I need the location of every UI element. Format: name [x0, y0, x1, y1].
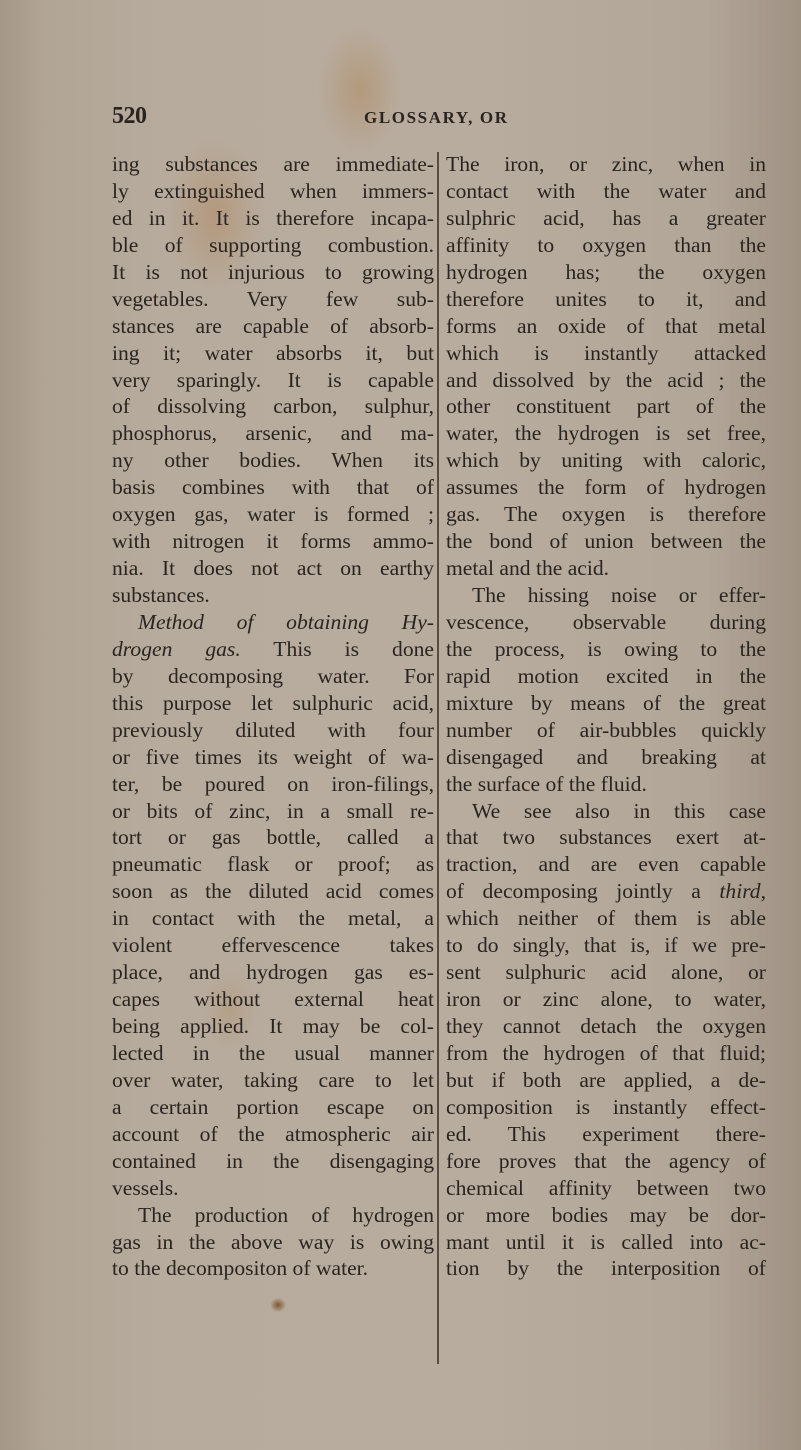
text-line [112, 959, 434, 986]
line-text: ed. This experiment there- [446, 1121, 766, 1146]
text-line [112, 824, 434, 851]
line-text: therefore unites to it, and [446, 286, 766, 311]
text-line [446, 1255, 766, 1282]
line-text: of dissolving carbon, sulphur, [112, 394, 434, 419]
text-line [112, 151, 434, 178]
text-line [112, 851, 434, 878]
line-text: The iron, or zinc, when in [446, 152, 766, 176]
text-line [112, 420, 434, 447]
line-text: chemical affinity between two [446, 1175, 766, 1200]
text-line [446, 393, 766, 420]
line-text: a certain portion escape on [112, 1094, 434, 1119]
text-line [446, 367, 766, 394]
line-text: which neither of them is able [446, 906, 766, 931]
line-text: It is not injurious to growing [112, 259, 434, 284]
line-text: ing it; water absorbs it, but [112, 340, 434, 365]
line-text: water, the hydrogen is set free, [446, 421, 766, 446]
line-text: mixture by means of the great [446, 690, 766, 715]
line-text: account of the atmospheric air [112, 1121, 434, 1146]
line-text: they cannot detach the oxygen [446, 1014, 766, 1038]
line-text: oxygen gas, water is formed ; [112, 502, 434, 527]
line-text: vessels. [112, 1175, 179, 1200]
line-text: vegetables. Very few sub- [112, 286, 434, 311]
line-text: contact with the water and [446, 178, 766, 203]
italic-run: third, [719, 879, 766, 904]
text-line [446, 932, 766, 959]
text-line [446, 286, 766, 313]
line-text: hydrogen has; the oxygen [446, 259, 766, 284]
line-text: The hissing noise or effer- [472, 583, 766, 607]
line-text: contained in the disengaging [112, 1148, 434, 1173]
text-line [112, 609, 434, 636]
text-line [112, 905, 434, 932]
line-text: ny other bodies. When its [112, 448, 434, 473]
line-text: disengaged and breaking at [446, 744, 766, 769]
text-line [112, 1229, 434, 1256]
text-line [112, 501, 434, 528]
line-text: fore proves that the agency of [446, 1148, 766, 1173]
text-line [446, 151, 766, 178]
line-text: basis combines with that of [112, 475, 434, 500]
text-line [446, 313, 766, 340]
line-text: We see also in this case [472, 798, 766, 823]
text-line [112, 1121, 434, 1148]
text-line [112, 986, 434, 1013]
text-line [446, 1040, 766, 1067]
text-line [446, 205, 766, 232]
line-text: by decomposing water. For [112, 663, 434, 688]
text-line [446, 420, 766, 447]
column-divider [437, 152, 439, 1364]
text-line [446, 905, 766, 932]
text-line [112, 286, 434, 313]
text-line [446, 582, 766, 609]
line-text: in contact with the metal, a [112, 906, 434, 931]
line-text: violent effervescence takes [112, 933, 434, 958]
line-text: iron or zinc alone, to water, [446, 987, 766, 1012]
text-line [446, 340, 766, 367]
text-line [112, 178, 434, 205]
line-text: This is done [240, 636, 434, 661]
line-text: of decomposing jointly a [446, 879, 701, 904]
text-line [112, 744, 434, 771]
line-text: tort or gas bottle, called a [112, 825, 434, 850]
line-text: affinity to oxygen than the [446, 232, 766, 257]
text-line [112, 1067, 434, 1094]
text-line [112, 1148, 434, 1175]
line-text: capes without external heat [112, 987, 434, 1012]
line-text: number of air-bubbles quickly [446, 717, 766, 742]
right-column [446, 151, 766, 1282]
line-text: mant until it is called into ac- [446, 1229, 766, 1254]
text-line [446, 717, 766, 744]
line-text: metal and the acid. [446, 556, 610, 581]
page-number: 520 [112, 103, 147, 129]
text-line [446, 878, 766, 905]
line-text: ed in it. It is therefore incapa- [112, 205, 434, 230]
line-text: forms an oxide of that metal [446, 313, 766, 338]
text-line [112, 717, 434, 744]
line-text: which is instantly attacked [446, 340, 766, 365]
text-line [446, 528, 766, 555]
line-text: with nitrogen it forms ammo- [112, 529, 434, 554]
line-text: lected in the usual manner [112, 1040, 434, 1065]
line-text: sent sulphuric acid alone, or [446, 960, 766, 985]
line-text: nia. It does not act on earthy [112, 556, 434, 581]
line-text: pneumatic flask or proof; as [112, 852, 434, 877]
text-line [112, 340, 434, 367]
text-line [112, 582, 434, 609]
line-text: but if both are applied, a de- [446, 1067, 766, 1092]
text-line [446, 1094, 766, 1121]
text-line [112, 636, 434, 663]
text-line [112, 528, 434, 555]
line-text: or more bodies may be dor- [446, 1202, 766, 1227]
line-text: tion by the interposition of [446, 1256, 766, 1281]
text-line [112, 771, 434, 798]
italic-run: drogen gas. [112, 636, 241, 661]
text-line [112, 367, 434, 394]
line-text: previously diluted with four [112, 717, 434, 742]
text-line [112, 1013, 434, 1040]
running-head: GLOSSARY, OR [364, 108, 509, 127]
text-line [112, 1255, 434, 1282]
text-line [112, 1040, 434, 1067]
line-text: place, and hydrogen gas es- [112, 960, 434, 985]
text-line [112, 259, 434, 286]
text-line [112, 555, 434, 582]
line-text: gas. The oxygen is therefore [446, 502, 766, 527]
line-text: assumes the form of hydrogen [446, 475, 766, 500]
line-text: The production of hydrogen [138, 1202, 434, 1227]
text-line [112, 313, 434, 340]
text-line [446, 690, 766, 717]
line-text: this purpose let sulphuric acid, [112, 690, 434, 715]
line-text: substances. [112, 583, 210, 607]
text-line [112, 690, 434, 717]
page-header [112, 103, 766, 129]
line-text: sulphric acid, has a greater [446, 205, 766, 230]
line-text: the bond of union between the [446, 529, 766, 554]
line-text: Method of obtaining Hy- [138, 609, 434, 634]
text-line [446, 474, 766, 501]
text-line [112, 447, 434, 474]
line-text: phosphorus, arsenic, and ma- [112, 421, 434, 446]
line-text: the process, is owing to the [446, 636, 766, 661]
text-line [112, 232, 434, 259]
line-text: to the decompositon of water. [112, 1256, 369, 1281]
text-line [446, 1229, 766, 1256]
line-text: other constituent part of the [446, 394, 766, 419]
text-line [446, 851, 766, 878]
line-text: the surface of the fluid. [446, 771, 647, 796]
line-text: composition is instantly effect- [446, 1094, 766, 1119]
text-line [446, 1175, 766, 1202]
text-line [446, 986, 766, 1013]
text-line [112, 205, 434, 232]
line-text: vescence, observable during [446, 609, 766, 634]
left-column [112, 151, 434, 1282]
text-line [446, 609, 766, 636]
text-line [112, 878, 434, 905]
text-line [112, 932, 434, 959]
line-text: or five times its weight of wa- [112, 744, 434, 769]
text-line [446, 663, 766, 690]
text-line [446, 1013, 766, 1040]
line-text: to do singly, that is, if we pre- [446, 933, 766, 958]
text-line [446, 555, 766, 582]
text-line [446, 824, 766, 851]
line-text: being applied. It may be col- [112, 1014, 434, 1038]
text-line [112, 798, 434, 825]
text-line [446, 959, 766, 986]
text-line [446, 744, 766, 771]
text-line [112, 474, 434, 501]
text-line [446, 1148, 766, 1175]
text-line [112, 663, 434, 690]
line-text: over water, taking care to let [112, 1067, 434, 1092]
text-line [112, 1094, 434, 1121]
text-line [446, 501, 766, 528]
line-text: ble of supporting combustion. [112, 232, 434, 257]
line-text: which by uniting with caloric, [446, 448, 766, 473]
line-text: ly extinguished when immers- [112, 178, 434, 203]
line-text: very sparingly. It is capable [112, 367, 434, 392]
text-line [446, 259, 766, 286]
text-line [446, 1067, 766, 1094]
text-line [446, 232, 766, 259]
line-text: and dissolved by the acid ; the [446, 367, 766, 392]
text-line [112, 1175, 434, 1202]
text-line [446, 798, 766, 825]
line-text: rapid motion excited in the [446, 663, 766, 688]
line-text: stances are capable of absorb- [112, 313, 434, 338]
text-line [446, 771, 766, 798]
text-line [446, 447, 766, 474]
line-text: traction, and are even capable [446, 852, 766, 877]
text-line [112, 393, 434, 420]
text-line [446, 636, 766, 663]
line-text: ter, be poured on iron-filings, [112, 771, 434, 796]
text-line [112, 1202, 434, 1229]
line-text: or bits of zinc, in a small re- [112, 798, 434, 823]
line-text: soon as the diluted acid comes [112, 879, 434, 904]
line-text: gas in the above way is owing [112, 1229, 434, 1254]
line-text: that two substances exert at- [446, 825, 766, 850]
line-text: from the hydrogen of that fluid; [446, 1040, 766, 1065]
line-text: ing substances are immediate- [112, 152, 434, 176]
text-line [446, 1121, 766, 1148]
text-line [446, 178, 766, 205]
text-line [446, 1202, 766, 1229]
